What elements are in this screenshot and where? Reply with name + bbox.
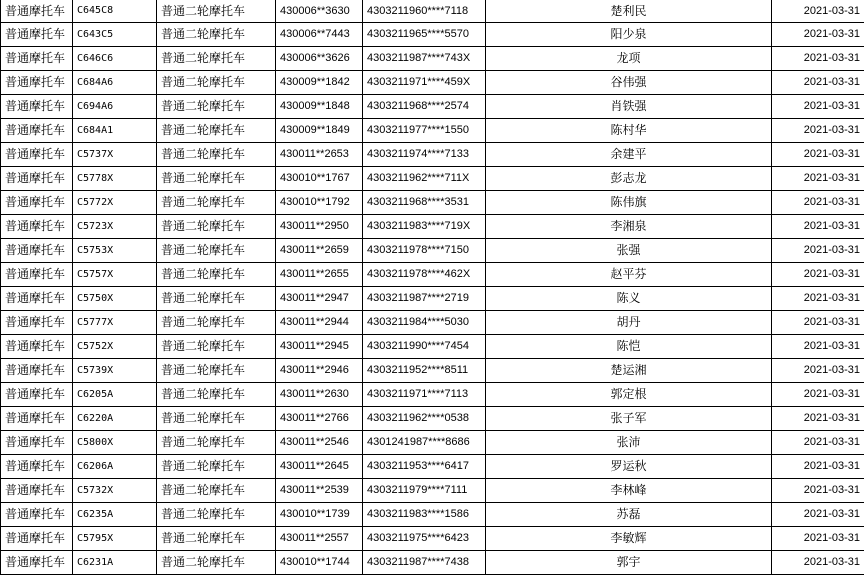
vehicle-type-cell: 普通二轮摩托车: [157, 95, 276, 119]
license-number-cell: 430010**1744: [276, 551, 363, 575]
license-class-cell: 普通摩托车: [1, 479, 73, 503]
person-name-cell: 楚运湘: [486, 359, 772, 383]
record-code-cell: C645C8: [73, 0, 157, 23]
license-class-cell: 普通摩托车: [1, 23, 73, 47]
date-cell: 2021-03-31: [772, 479, 864, 503]
vehicle-type-cell: 普通二轮摩托车: [157, 0, 276, 23]
table-row: [1, 0, 864, 23]
license-class-cell: 普通摩托车: [1, 0, 73, 23]
license-class-cell: 普通摩托车: [1, 143, 73, 167]
person-name-cell: 楚利民: [486, 0, 772, 23]
person-name-cell: 阳少泉: [486, 23, 772, 47]
record-code-cell: C5732X: [73, 479, 157, 503]
person-name-cell: 陈村华: [486, 119, 772, 143]
license-class-cell: 普通摩托车: [1, 191, 73, 215]
id-number-cell: 4303211974****7133: [363, 143, 486, 167]
license-class-cell: 普通摩托车: [1, 359, 73, 383]
license-class-cell: 普通摩托车: [1, 167, 73, 191]
license-class-cell: 普通摩托车: [1, 431, 73, 455]
table-row: [1, 503, 864, 527]
license-class-cell: 普通摩托车: [1, 407, 73, 431]
id-number-cell: 4303211953****6417: [363, 455, 486, 479]
vehicle-type-cell: 普通二轮摩托车: [157, 431, 276, 455]
license-number-cell: 430006**3630: [276, 0, 363, 23]
license-number-cell: 430010**1739: [276, 503, 363, 527]
license-class-cell: 普通摩托车: [1, 215, 73, 239]
license-number-cell: 430011**2946: [276, 359, 363, 383]
table-row: [1, 143, 864, 167]
record-code-cell: C5739X: [73, 359, 157, 383]
vehicle-type-cell: 普通二轮摩托车: [157, 335, 276, 359]
records-table-body: [1, 0, 864, 575]
license-number-cell: 430006**7443: [276, 23, 363, 47]
license-number-cell: 430011**2557: [276, 527, 363, 551]
person-name-cell: 赵平芬: [486, 263, 772, 287]
vehicle-type-cell: 普通二轮摩托车: [157, 311, 276, 335]
date-cell: 2021-03-31: [772, 455, 864, 479]
record-code-cell: C5750X: [73, 287, 157, 311]
person-name-cell: 陈伟旗: [486, 191, 772, 215]
record-code-cell: C5737X: [73, 143, 157, 167]
license-class-cell: 普通摩托车: [1, 383, 73, 407]
license-number-cell: 430011**2659: [276, 239, 363, 263]
id-number-cell: 4303211975****6423: [363, 527, 486, 551]
person-name-cell: 肖铁强: [486, 95, 772, 119]
person-name-cell: 余建平: [486, 143, 772, 167]
license-class-cell: 普通摩托车: [1, 335, 73, 359]
id-number-cell: 4303211987****743X: [363, 47, 486, 71]
vehicle-type-cell: 普通二轮摩托车: [157, 359, 276, 383]
license-class-cell: 普通摩托车: [1, 71, 73, 95]
license-number-cell: 430011**2539: [276, 479, 363, 503]
date-cell: 2021-03-31: [772, 23, 864, 47]
person-name-cell: 彭志龙: [486, 167, 772, 191]
id-number-cell: 4303211962****0538: [363, 407, 486, 431]
id-number-cell: 4303211952****8511: [363, 359, 486, 383]
record-code-cell: C5752X: [73, 335, 157, 359]
license-class-cell: 普通摩托车: [1, 119, 73, 143]
table-row: [1, 167, 864, 191]
table-row: [1, 95, 864, 119]
id-number-cell: 4303211978****7150: [363, 239, 486, 263]
date-cell: 2021-03-31: [772, 0, 864, 23]
person-name-cell: 苏磊: [486, 503, 772, 527]
id-number-cell: 4303211987****2719: [363, 287, 486, 311]
vehicle-type-cell: 普通二轮摩托车: [157, 263, 276, 287]
date-cell: 2021-03-31: [772, 71, 864, 95]
table-row: [1, 71, 864, 95]
record-code-cell: C684A1: [73, 119, 157, 143]
vehicle-type-cell: 普通二轮摩托车: [157, 527, 276, 551]
person-name-cell: 郭宇: [486, 551, 772, 575]
vehicle-type-cell: 普通二轮摩托车: [157, 215, 276, 239]
table-row: [1, 479, 864, 503]
table-row: [1, 215, 864, 239]
date-cell: 2021-03-31: [772, 407, 864, 431]
id-number-cell: 4303211979****7111: [363, 479, 486, 503]
date-cell: 2021-03-31: [772, 47, 864, 71]
date-cell: 2021-03-31: [772, 143, 864, 167]
record-code-cell: C6231A: [73, 551, 157, 575]
vehicle-type-cell: 普通二轮摩托车: [157, 239, 276, 263]
date-cell: 2021-03-31: [772, 95, 864, 119]
id-number-cell: 4303211978****462X: [363, 263, 486, 287]
record-code-cell: C5795X: [73, 527, 157, 551]
record-code-cell: C5772X: [73, 191, 157, 215]
date-cell: 2021-03-31: [772, 191, 864, 215]
vehicle-type-cell: 普通二轮摩托车: [157, 383, 276, 407]
id-number-cell: 4301241987****8686: [363, 431, 486, 455]
license-number-cell: 430011**2950: [276, 215, 363, 239]
vehicle-type-cell: 普通二轮摩托车: [157, 407, 276, 431]
license-number-cell: 430010**1767: [276, 167, 363, 191]
license-number-cell: 430011**2655: [276, 263, 363, 287]
id-number-cell: 4303211962****711X: [363, 167, 486, 191]
person-name-cell: 龙项: [486, 47, 772, 71]
license-class-cell: 普通摩托车: [1, 287, 73, 311]
license-number-cell: 430011**2945: [276, 335, 363, 359]
id-number-cell: 4303211990****7454: [363, 335, 486, 359]
license-number-cell: 430011**2630: [276, 383, 363, 407]
license-class-cell: 普通摩托车: [1, 47, 73, 71]
license-number-cell: 430011**2947: [276, 287, 363, 311]
table-row: [1, 407, 864, 431]
table-row: [1, 551, 864, 575]
table-row: [1, 455, 864, 479]
table-row: [1, 311, 864, 335]
id-number-cell: 4303211968****3531: [363, 191, 486, 215]
license-class-cell: 普通摩托车: [1, 527, 73, 551]
record-code-cell: C6205A: [73, 383, 157, 407]
person-name-cell: 李敏辉: [486, 527, 772, 551]
record-code-cell: C6220A: [73, 407, 157, 431]
record-code-cell: C684A6: [73, 71, 157, 95]
license-class-cell: 普通摩托车: [1, 455, 73, 479]
date-cell: 2021-03-31: [772, 119, 864, 143]
vehicle-type-cell: 普通二轮摩托车: [157, 455, 276, 479]
record-code-cell: C6206A: [73, 455, 157, 479]
id-number-cell: 4303211987****7438: [363, 551, 486, 575]
record-code-cell: C5753X: [73, 239, 157, 263]
record-code-cell: C5757X: [73, 263, 157, 287]
date-cell: 2021-03-31: [772, 311, 864, 335]
date-cell: 2021-03-31: [772, 431, 864, 455]
person-name-cell: 郭定根: [486, 383, 772, 407]
table-row: [1, 527, 864, 551]
license-number-cell: 430011**2546: [276, 431, 363, 455]
record-code-cell: C6235A: [73, 503, 157, 527]
license-class-cell: 普通摩托车: [1, 311, 73, 335]
person-name-cell: 张强: [486, 239, 772, 263]
table-row: [1, 383, 864, 407]
license-number-cell: 430009**1849: [276, 119, 363, 143]
license-number-cell: 430011**2766: [276, 407, 363, 431]
license-number-cell: 430006**3626: [276, 47, 363, 71]
license-number-cell: 430011**2645: [276, 455, 363, 479]
vehicle-type-cell: 普通二轮摩托车: [157, 71, 276, 95]
license-number-cell: 430011**2653: [276, 143, 363, 167]
license-class-cell: 普通摩托车: [1, 263, 73, 287]
vehicle-type-cell: 普通二轮摩托车: [157, 47, 276, 71]
vehicle-type-cell: 普通二轮摩托车: [157, 143, 276, 167]
record-code-cell: C694A6: [73, 95, 157, 119]
vehicle-type-cell: 普通二轮摩托车: [157, 287, 276, 311]
vehicle-type-cell: 普通二轮摩托车: [157, 191, 276, 215]
id-number-cell: 4303211971****7113: [363, 383, 486, 407]
person-name-cell: 陈恺: [486, 335, 772, 359]
license-class-cell: 普通摩托车: [1, 95, 73, 119]
date-cell: 2021-03-31: [772, 527, 864, 551]
vehicle-type-cell: 普通二轮摩托车: [157, 23, 276, 47]
date-cell: 2021-03-31: [772, 335, 864, 359]
person-name-cell: 罗运秋: [486, 455, 772, 479]
license-number-cell: 430009**1842: [276, 71, 363, 95]
vehicle-type-cell: 普通二轮摩托车: [157, 503, 276, 527]
date-cell: 2021-03-31: [772, 287, 864, 311]
vehicle-type-cell: 普通二轮摩托车: [157, 551, 276, 575]
record-code-cell: C5723X: [73, 215, 157, 239]
table-row: [1, 287, 864, 311]
date-cell: 2021-03-31: [772, 263, 864, 287]
id-number-cell: 4303211984****5030: [363, 311, 486, 335]
date-cell: 2021-03-31: [772, 359, 864, 383]
person-name-cell: 陈义: [486, 287, 772, 311]
table-row: [1, 359, 864, 383]
person-name-cell: 谷伟强: [486, 71, 772, 95]
person-name-cell: 胡丹: [486, 311, 772, 335]
table-row: [1, 47, 864, 71]
id-number-cell: 4303211977****1550: [363, 119, 486, 143]
id-number-cell: 4303211968****2574: [363, 95, 486, 119]
table-row: [1, 191, 864, 215]
date-cell: 2021-03-31: [772, 383, 864, 407]
id-number-cell: 4303211983****719X: [363, 215, 486, 239]
record-code-cell: C5777X: [73, 311, 157, 335]
person-name-cell: 李湘泉: [486, 215, 772, 239]
table-row: [1, 431, 864, 455]
person-name-cell: 张沛: [486, 431, 772, 455]
date-cell: 2021-03-31: [772, 215, 864, 239]
table-row: [1, 119, 864, 143]
license-number-cell: 430010**1792: [276, 191, 363, 215]
table-row: [1, 23, 864, 47]
id-number-cell: 4303211965****5570: [363, 23, 486, 47]
vehicle-type-cell: 普通二轮摩托车: [157, 167, 276, 191]
date-cell: 2021-03-31: [772, 239, 864, 263]
vehicle-type-cell: 普通二轮摩托车: [157, 479, 276, 503]
id-number-cell: 4303211983****1586: [363, 503, 486, 527]
record-code-cell: C5800X: [73, 431, 157, 455]
record-code-cell: C646C6: [73, 47, 157, 71]
license-class-cell: 普通摩托车: [1, 551, 73, 575]
id-number-cell: 4303211960****7118: [363, 0, 486, 23]
date-cell: 2021-03-31: [772, 503, 864, 527]
license-number-cell: 430011**2944: [276, 311, 363, 335]
id-number-cell: 4303211971****459X: [363, 71, 486, 95]
license-class-cell: 普通摩托车: [1, 503, 73, 527]
date-cell: 2021-03-31: [772, 167, 864, 191]
license-number-cell: 430009**1848: [276, 95, 363, 119]
table-row: [1, 263, 864, 287]
record-code-cell: C643C5: [73, 23, 157, 47]
date-cell: 2021-03-31: [772, 551, 864, 575]
table-row: [1, 239, 864, 263]
vehicle-type-cell: 普通二轮摩托车: [157, 119, 276, 143]
record-code-cell: C5778X: [73, 167, 157, 191]
table-row: [1, 335, 864, 359]
person-name-cell: 李林峰: [486, 479, 772, 503]
license-class-cell: 普通摩托车: [1, 239, 73, 263]
person-name-cell: 张子军: [486, 407, 772, 431]
